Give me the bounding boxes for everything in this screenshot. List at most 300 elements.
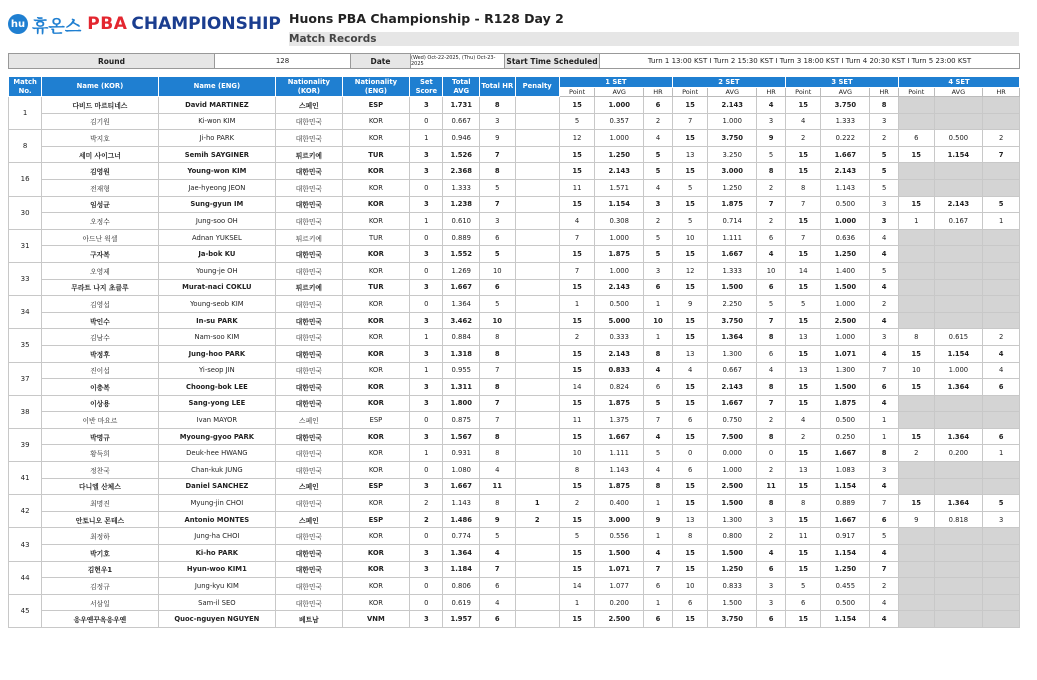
set-4-empty-cell: [899, 246, 934, 263]
set-4-sub-avg: AVG: [934, 88, 983, 97]
total-hr: 7: [480, 362, 515, 379]
set-4-empty-cell: [983, 561, 1020, 578]
player-name-kor: 다니엘 산체스: [42, 478, 158, 495]
penalty: [515, 163, 559, 180]
total-hr: 8: [480, 428, 515, 445]
set-2-avg: 0.800: [708, 528, 757, 545]
set-4-empty-cell: [934, 229, 983, 246]
logo-korean-text: 휴온스: [32, 16, 82, 37]
set-4-empty-cell: [899, 561, 934, 578]
set-1-avg: 1.875: [595, 478, 644, 495]
set-1-hr: 4: [644, 362, 673, 379]
set-1-hr: 10: [644, 312, 673, 329]
player-name-eng: Adnan YUKSEL: [158, 229, 275, 246]
set-3-avg: 0.500: [821, 196, 870, 213]
total-hr: 8: [480, 329, 515, 346]
total-avg: 1.526: [443, 146, 480, 163]
set-4-empty-cell: [899, 229, 934, 246]
nationality-kor: 대한민국: [276, 495, 343, 512]
set-4-sub-point: Point: [899, 88, 934, 97]
player-name-eng: Sang-yong LEE: [158, 395, 275, 412]
set-4-empty-cell: [983, 296, 1020, 313]
set-2-hr: 7: [757, 196, 786, 213]
set-2-avg: 3.000: [708, 163, 757, 180]
player-name-eng: Ji-ho PARK: [158, 130, 275, 147]
player-name-eng: Ivan MAYOR: [158, 412, 275, 429]
set-1-avg: 0.833: [595, 362, 644, 379]
set-4-empty-cell: [983, 262, 1020, 279]
player-name-eng: Hyun-woo KIM1: [158, 561, 275, 578]
set-3-avg: 1.143: [821, 179, 870, 196]
set-2-hr: 2: [757, 179, 786, 196]
set-4-empty-cell: [934, 279, 983, 296]
set-4-empty-cell: [983, 246, 1020, 263]
set-3-hr: 3: [870, 462, 899, 479]
set-1-hr: 4: [644, 428, 673, 445]
player-row: [9, 412, 1020, 429]
set-4-empty-cell: [983, 545, 1020, 562]
nationality-eng: KOR: [342, 561, 410, 578]
total-avg: 1.333: [443, 179, 480, 196]
nationality-kor: 대한민국: [276, 312, 343, 329]
set-4-empty-cell: [899, 279, 934, 296]
penalty: [515, 229, 559, 246]
set-4-point: 15: [899, 196, 934, 213]
penalty: [515, 246, 559, 263]
set-3-point: 8: [785, 495, 820, 512]
set-1-avg: 0.200: [595, 594, 644, 611]
set-3-point: 15: [785, 97, 820, 114]
set-2-point: 15: [672, 97, 707, 114]
set-1-point: 15: [559, 428, 594, 445]
set-1-point: 7: [559, 262, 594, 279]
nationality-eng: KOR: [342, 246, 410, 263]
penalty: [515, 97, 559, 114]
set-1-hr: 7: [644, 412, 673, 429]
set-3-avg: 1.667: [821, 146, 870, 163]
set-3-avg: 0.222: [821, 130, 870, 147]
nationality-eng: KOR: [342, 379, 410, 396]
set-score: 1: [410, 445, 443, 462]
set-4-empty-cell: [899, 312, 934, 329]
set-1-hr: 4: [644, 179, 673, 196]
set-1-avg: 1.143: [595, 462, 644, 479]
set-3-point: 11: [785, 528, 820, 545]
col-total-avg: Total AVG: [443, 77, 480, 97]
set-1-point: 15: [559, 395, 594, 412]
set-2-avg: 1.500: [708, 279, 757, 296]
set-score: 0: [410, 262, 443, 279]
set-4-empty-cell: [934, 594, 983, 611]
set-1-avg: 1.000: [595, 130, 644, 147]
set-1-hr: 4: [644, 130, 673, 147]
set-2-hr: 6: [757, 561, 786, 578]
total-avg: 0.946: [443, 130, 480, 147]
set-3-point: 8: [785, 179, 820, 196]
set-2-sub-avg: AVG: [708, 88, 757, 97]
col-set-2: 2 SET: [672, 77, 785, 88]
set-4-hr: 2: [983, 130, 1020, 147]
total-avg: 1.364: [443, 296, 480, 313]
set-2-avg: 3.750: [708, 312, 757, 329]
set-3-hr: 5: [870, 179, 899, 196]
set-4-empty-cell: [934, 578, 983, 595]
set-score: 0: [410, 578, 443, 595]
set-2-hr: 3: [757, 511, 786, 528]
set-2-avg: 1.500: [708, 545, 757, 562]
set-2-point: 15: [672, 395, 707, 412]
set-score: 3: [410, 428, 443, 445]
match-number: 35: [9, 329, 42, 362]
penalty: [515, 528, 559, 545]
set-4-avg: 0.167: [934, 213, 983, 230]
set-1-point: 8: [559, 462, 594, 479]
set-1-hr: 2: [644, 113, 673, 130]
total-avg: 0.889: [443, 229, 480, 246]
total-hr: 7: [480, 412, 515, 429]
penalty: [515, 611, 559, 628]
player-name-kor: 응우옌꾸옥응우옌: [42, 611, 158, 628]
set-2-point: 6: [672, 412, 707, 429]
set-4-empty-cell: [934, 113, 983, 130]
nationality-kor: 대한민국: [276, 528, 343, 545]
player-row: [9, 594, 1020, 611]
player-row: [9, 329, 1020, 346]
penalty: [515, 113, 559, 130]
set-score: 3: [410, 395, 443, 412]
set-1-hr: 6: [644, 611, 673, 628]
set-score: 0: [410, 412, 443, 429]
set-1-point: 1: [559, 594, 594, 611]
player-name-eng: Nam-soo KIM: [158, 329, 275, 346]
set-2-hr: 9: [757, 130, 786, 147]
set-3-avg: 1.154: [821, 478, 870, 495]
nationality-eng: KOR: [342, 594, 410, 611]
set-4-point: 15: [899, 495, 934, 512]
set-3-point: 14: [785, 262, 820, 279]
nationality-eng: TUR: [342, 146, 410, 163]
set-4-empty-cell: [934, 478, 983, 495]
set-2-avg: 1.000: [708, 113, 757, 130]
set-score: 3: [410, 163, 443, 180]
player-name-kor: 세미 사이그너: [42, 146, 158, 163]
total-hr: 6: [480, 578, 515, 595]
total-hr: 8: [480, 445, 515, 462]
nationality-kor: 대한민국: [276, 362, 343, 379]
total-avg: 0.619: [443, 594, 480, 611]
nationality-kor: 대한민국: [276, 445, 343, 462]
set-2-point: 15: [672, 561, 707, 578]
set-1-avg: 0.400: [595, 495, 644, 512]
player-name-eng: Sam-il SEO: [158, 594, 275, 611]
player-row: [9, 445, 1020, 462]
set-3-avg: 0.250: [821, 428, 870, 445]
penalty: [515, 379, 559, 396]
player-name-eng: Ki-ho PARK: [158, 545, 275, 562]
player-row: [9, 428, 1020, 445]
set-score: 3: [410, 97, 443, 114]
penalty: 1: [515, 495, 559, 512]
set-2-point: 13: [672, 511, 707, 528]
set-4-avg: 2.143: [934, 196, 983, 213]
nationality-eng: KOR: [342, 163, 410, 180]
set-3-hr: 4: [870, 395, 899, 412]
player-row: [9, 163, 1020, 180]
set-1-point: 15: [559, 511, 594, 528]
set-3-point: 2: [785, 130, 820, 147]
player-row: [9, 345, 1020, 362]
set-4-hr: 4: [983, 345, 1020, 362]
set-score: 3: [410, 196, 443, 213]
set-score: 3: [410, 545, 443, 562]
nationality-kor: 대한민국: [276, 395, 343, 412]
set-4-point: 9: [899, 511, 934, 528]
set-4-point: 8: [899, 329, 934, 346]
set-2-point: 6: [672, 594, 707, 611]
total-avg: 0.667: [443, 113, 480, 130]
set-3-point: 5: [785, 578, 820, 595]
set-2-hr: 2: [757, 213, 786, 230]
total-hr: 4: [480, 594, 515, 611]
player-name-kor: 다비드 마르티네스: [42, 97, 158, 114]
total-avg: 2.368: [443, 163, 480, 180]
total-hr: 8: [480, 345, 515, 362]
round-label: Round: [9, 54, 215, 68]
start-time-value: Turn 1 13:00 KST I Turn 2 15:30 KST I Turn 3 18:00 KST I Turn 4 20:30 KST I Turn 5 23:00 KST: [647, 57, 972, 65]
set-4-point: 15: [899, 146, 934, 163]
nationality-kor: 스페인: [276, 97, 343, 114]
set-4-hr: 4: [983, 362, 1020, 379]
player-name-eng: Myoung-gyoo PARK: [158, 428, 275, 445]
set-4-empty-cell: [899, 113, 934, 130]
set-1-avg: 5.000: [595, 312, 644, 329]
nationality-eng: KOR: [342, 329, 410, 346]
set-3-point: 15: [785, 561, 820, 578]
nationality-eng: TUR: [342, 229, 410, 246]
set-4-empty-cell: [899, 412, 934, 429]
set-2-avg: 1.500: [708, 495, 757, 512]
set-4-avg: 1.364: [934, 428, 983, 445]
player-name-eng: Ki-won KIM: [158, 113, 275, 130]
set-2-avg: 1.333: [708, 262, 757, 279]
set-1-point: 15: [559, 146, 594, 163]
set-4-hr: 3: [983, 511, 1020, 528]
set-4-empty-cell: [934, 246, 983, 263]
set-4-empty-cell: [983, 395, 1020, 412]
player-name-eng: Murat-naci COKLU: [158, 279, 275, 296]
set-2-avg: 3.750: [708, 130, 757, 147]
player-name-kor: 김영원: [42, 163, 158, 180]
set-2-point: 15: [672, 196, 707, 213]
set-1-avg: 2.500: [595, 611, 644, 628]
nationality-eng: ESP: [342, 511, 410, 528]
set-4-empty-cell: [934, 528, 983, 545]
total-avg: 1.311: [443, 379, 480, 396]
set-1-avg: 2.143: [595, 279, 644, 296]
match-number: 8: [9, 130, 42, 163]
set-2-hr: 8: [757, 163, 786, 180]
total-hr: 3: [480, 213, 515, 230]
set-4-empty-cell: [934, 97, 983, 114]
penalty: 2: [515, 511, 559, 528]
set-4-empty-cell: [983, 113, 1020, 130]
player-row: [9, 279, 1020, 296]
set-score: 0: [410, 296, 443, 313]
player-name-eng: Myung-jin CHOI: [158, 495, 275, 512]
match-number: 45: [9, 594, 42, 627]
player-name-eng: In-su PARK: [158, 312, 275, 329]
set-1-point: 4: [559, 213, 594, 230]
set-2-hr: 8: [757, 495, 786, 512]
penalty: [515, 179, 559, 196]
player-row: [9, 495, 1020, 512]
col-set-score: Set Score: [410, 77, 443, 97]
penalty: [515, 478, 559, 495]
match-number: 34: [9, 296, 42, 329]
set-2-avg: 1.000: [708, 462, 757, 479]
set-3-hr: 3: [870, 329, 899, 346]
set-4-empty-cell: [899, 262, 934, 279]
set-2-point: 9: [672, 296, 707, 313]
set-2-point: 7: [672, 113, 707, 130]
nationality-eng: KOR: [342, 362, 410, 379]
total-hr: 8: [480, 379, 515, 396]
set-1-point: 14: [559, 379, 594, 396]
nationality-eng: KOR: [342, 495, 410, 512]
player-name-kor: 박정후: [42, 345, 158, 362]
nationality-eng: KOR: [342, 345, 410, 362]
nationality-kor: 대한민국: [276, 379, 343, 396]
match-records-table: [8, 76, 1020, 628]
col-set-3: 3 SET: [785, 77, 898, 88]
nationality-kor: 튀르키예: [276, 229, 343, 246]
nationality-kor: 대한민국: [276, 196, 343, 213]
total-avg: 1.800: [443, 395, 480, 412]
match-number: 44: [9, 561, 42, 594]
set-3-point: 15: [785, 213, 820, 230]
set-1-avg: 2.143: [595, 345, 644, 362]
nationality-eng: KOR: [342, 262, 410, 279]
set-4-empty-cell: [983, 412, 1020, 429]
nationality-kor: 스페인: [276, 478, 343, 495]
date-value: (Wed) Oct-22-2025, (Thu) Oct-23-2025: [411, 54, 505, 68]
player-name-kor: 아드난 윅셀: [42, 229, 158, 246]
total-avg: 0.774: [443, 528, 480, 545]
match-number: 38: [9, 395, 42, 428]
penalty: [515, 146, 559, 163]
set-2-hr: 4: [757, 362, 786, 379]
set-2-hr: 4: [757, 545, 786, 562]
set-1-avg: 1.000: [595, 229, 644, 246]
match-records-body: [9, 97, 1020, 628]
set-2-point: 13: [672, 146, 707, 163]
penalty: [515, 362, 559, 379]
set-2-hr: 7: [757, 312, 786, 329]
total-hr: 11: [480, 478, 515, 495]
set-1-avg: 1.250: [595, 146, 644, 163]
set-1-hr: 1: [644, 528, 673, 545]
set-3-hr: 6: [870, 379, 899, 396]
nationality-eng: KOR: [342, 296, 410, 313]
set-3-hr: 4: [870, 594, 899, 611]
set-3-hr: 3: [870, 213, 899, 230]
set-score: 3: [410, 345, 443, 362]
set-1-hr: 1: [644, 594, 673, 611]
set-1-avg: 1.375: [595, 412, 644, 429]
set-4-hr: 1: [983, 445, 1020, 462]
player-name-eng: Jae-hyeong JEON: [158, 179, 275, 196]
set-1-hr: 5: [644, 246, 673, 263]
set-1-avg: 1.000: [595, 262, 644, 279]
nationality-eng: KOR: [342, 528, 410, 545]
total-hr: 5: [480, 296, 515, 313]
set-3-hr: 5: [870, 163, 899, 180]
set-1-point: 15: [559, 312, 594, 329]
player-name-eng: Chan-kuk JUNG: [158, 462, 275, 479]
set-1-avg: 1.077: [595, 578, 644, 595]
nationality-eng: ESP: [342, 412, 410, 429]
player-name-eng: Semih SAYGINER: [158, 146, 275, 163]
col-set-4: 4 SET: [899, 77, 1020, 88]
set-3-avg: 1.000: [821, 329, 870, 346]
penalty: [515, 296, 559, 313]
set-3-point: 15: [785, 312, 820, 329]
player-name-eng: Young-seob KIM: [158, 296, 275, 313]
set-3-hr: 2: [870, 296, 899, 313]
total-avg: 1.552: [443, 246, 480, 263]
set-4-empty-cell: [934, 262, 983, 279]
set-3-hr: 4: [870, 229, 899, 246]
date-label: Date: [351, 54, 411, 68]
page-subtitle: Match Records: [289, 32, 1019, 46]
set-1-avg: 1.000: [595, 97, 644, 114]
set-3-avg: 1.154: [821, 545, 870, 562]
set-2-hr: 0: [757, 445, 786, 462]
set-4-empty-cell: [983, 478, 1020, 495]
set-3-avg: 1.300: [821, 362, 870, 379]
set-4-avg: 1.154: [934, 146, 983, 163]
set-4-empty-cell: [899, 97, 934, 114]
set-2-hr: 2: [757, 528, 786, 545]
player-name-kor: 무라트 나지 초클루: [42, 279, 158, 296]
set-2-point: 15: [672, 329, 707, 346]
total-hr: 7: [480, 561, 515, 578]
set-2-avg: 2.250: [708, 296, 757, 313]
set-4-empty-cell: [899, 594, 934, 611]
set-1-hr: 1: [644, 495, 673, 512]
player-name-eng: Sung-gyun IM: [158, 196, 275, 213]
total-hr: 7: [480, 146, 515, 163]
set-3-avg: 1.500: [821, 379, 870, 396]
set-4-avg: 1.000: [934, 362, 983, 379]
match-number: 31: [9, 229, 42, 262]
set-3-avg: 2.143: [821, 163, 870, 180]
set-1-point: 15: [559, 545, 594, 562]
set-3-avg: 1.000: [821, 213, 870, 230]
set-2-avg: 7.500: [708, 428, 757, 445]
penalty: [515, 279, 559, 296]
total-avg: 1.667: [443, 279, 480, 296]
nationality-kor: 스페인: [276, 511, 343, 528]
nationality-kor: 대한민국: [276, 296, 343, 313]
set-3-point: 15: [785, 163, 820, 180]
set-2-hr: 4: [757, 97, 786, 114]
set-score: 1: [410, 130, 443, 147]
total-avg: 1.080: [443, 462, 480, 479]
total-avg: 1.364: [443, 545, 480, 562]
set-3-avg: 1.667: [821, 445, 870, 462]
total-avg: 1.269: [443, 262, 480, 279]
